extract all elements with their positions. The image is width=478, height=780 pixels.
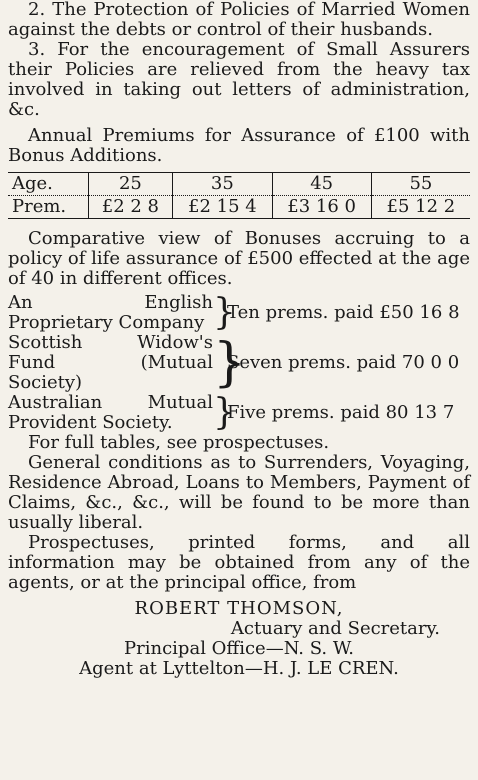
lyttelton-agent: Agent at Lyttelton—H. J. LE CREN. [79, 658, 399, 679]
general-conditions: General conditions as to Surrenders, Voyaging, Residence Abroad, Loans to Members, Payment of Claims, &c., &c., will be found to be more than usually liberal. [8, 452, 470, 533]
table-cell: Prem. [8, 196, 88, 219]
table-cell: 45 [272, 173, 371, 196]
comparison-row [8, 293, 470, 333]
table-cell: 55 [371, 173, 470, 196]
premiums-table [8, 172, 470, 219]
table-cell: £2 15 4 [173, 196, 272, 219]
table-row-prem [8, 196, 470, 219]
brace-icon: } [213, 292, 236, 333]
table-cell: 25 [88, 173, 173, 196]
office-result: Five prems. paid 80 13 7 [227, 402, 455, 423]
paragraph-married-women: 2. The Protection of Policies of Married Women against the debts or control of their husbands. [8, 0, 470, 40]
table-cell: £5 12 2 [371, 196, 470, 219]
comparison-row [8, 393, 470, 433]
signatory-title: Actuary and Secretary. [230, 618, 440, 639]
office-result: Ten prems. paid £50 16 8 [227, 302, 460, 323]
table-cell: £3 16 0 [272, 196, 371, 219]
signatory-name: ROBERT THOMSON, [134, 598, 344, 619]
principal-office: Principal Office—N. S. W. [124, 638, 354, 659]
brace-icon: } [213, 333, 247, 393]
office-result: Seven prems. paid 70 0 0 [227, 352, 460, 373]
table-cell: 35 [173, 173, 272, 196]
office-name: An English Proprietary Company [8, 292, 213, 333]
table-row-age [8, 173, 470, 196]
bonus-comparison [8, 293, 470, 433]
prospectuses-info: Prospectuses, printed forms, and all information may be obtained from any of the agents, or at the principal office, from [8, 532, 470, 593]
signature-block [8, 599, 470, 679]
brace-icon: } [213, 392, 236, 433]
table-cell: £2 2 8 [88, 196, 173, 219]
full-tables-note: For full tables, see prospectuses. [28, 432, 330, 453]
paragraph-small-assurers: 3. For the encouragement of Small Assurers their Policies are relieved from the heavy tax involved in taking out letters of administration, &c. [8, 39, 470, 120]
office-name: Scottish Widow's Fund (Mutual Society) [8, 332, 213, 393]
comparative-intro: Comparative view of Bonuses accruing to a policy of life assurance of £500 effected at the age of 40 in different offices. [8, 228, 470, 289]
comparison-row [8, 333, 470, 393]
premiums-heading: Annual Premiums for Assurance of £100 with Bonus Additions. [8, 125, 470, 166]
table-cell: Age. [12, 173, 53, 194]
office-name: Australian Mutual Provident Society. [8, 392, 213, 433]
